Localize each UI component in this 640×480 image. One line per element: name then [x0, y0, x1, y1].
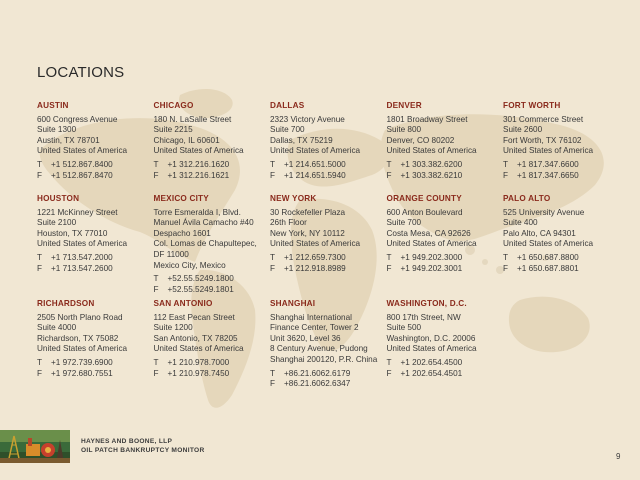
- address-line: Costa Mesa, CA 92626: [386, 228, 471, 238]
- address-line: Shanghai International: [270, 312, 352, 322]
- address-line: Manuel Ávila Camacho #40: [153, 218, 254, 228]
- address-line: Suite 1300: [37, 125, 77, 135]
- city-name: AUSTIN: [37, 101, 69, 110]
- address-line: Houston, TX 77010: [37, 228, 108, 238]
- address-line: United States of America: [37, 344, 128, 354]
- phone-line: T +1 303.382.6200: [386, 159, 463, 169]
- address-line: DF 11000: [153, 249, 189, 259]
- location-fort-worth: [503, 101, 620, 194]
- fax-line: F +1 212.918.8989: [270, 263, 346, 273]
- address-line: Suite 700: [270, 125, 305, 135]
- address-line: Suite 4000: [37, 323, 77, 333]
- address-line: United States of America: [270, 239, 361, 249]
- address-line: 26th Floor: [270, 218, 307, 228]
- address-line: Col. Lomas de Chapultepec,: [153, 239, 257, 249]
- address-line: Finance Center, Tower 2: [270, 323, 359, 333]
- fax-line: F +1 202.654.4501: [386, 368, 463, 378]
- location-orange-county: [387, 194, 504, 299]
- city-name: CHICAGO: [153, 101, 194, 110]
- address-line: United States of America: [386, 146, 477, 156]
- location-dallas: [270, 101, 387, 194]
- city-name: PALO ALTO: [503, 194, 551, 203]
- phone-line: T +1 210.978.7000: [153, 357, 230, 367]
- city-name: ORANGE COUNTY: [386, 194, 462, 203]
- footer-text: [81, 437, 205, 455]
- city-name: WASHINGTON, D.C.: [386, 299, 467, 308]
- address-line: Dallas, TX 75219: [270, 135, 333, 145]
- city-name: SHANGHAI: [270, 299, 316, 308]
- address-line: United States of America: [37, 239, 128, 249]
- page-number: 9: [616, 452, 621, 461]
- location-shanghai: [270, 299, 387, 399]
- address-line: United States of America: [153, 344, 244, 354]
- address-line: San Antonio, TX 78205: [153, 333, 238, 343]
- phone-line: T +1 512.867.8400: [37, 159, 113, 169]
- address-line: Suite 2600: [503, 125, 543, 135]
- fax-line: F +1 214.651.5940: [270, 170, 346, 180]
- address-line: Unit 3620, Level 36: [270, 333, 341, 343]
- address-line: United States of America: [270, 146, 361, 156]
- address-line: 525 University Avenue: [503, 207, 585, 217]
- address-line: United States of America: [153, 146, 244, 156]
- address-line: Despacho 1601: [153, 228, 211, 238]
- location-houston: [37, 194, 154, 299]
- address-line: 600 Anton Boulevard: [386, 207, 463, 217]
- fax-line: F +1 303.382.6210: [386, 170, 463, 180]
- address-line: Chicago, IL 60601: [153, 135, 220, 145]
- fax-line: F +1 713.547.2600: [37, 263, 113, 273]
- address-line: 30 Rockefeller Plaza: [270, 207, 346, 217]
- locations-grid: [37, 101, 637, 399]
- phone-line: T +1 312.216.1620: [153, 159, 230, 169]
- address-line: 112 East Pecan Street: [153, 312, 235, 322]
- location-new-york: [270, 194, 387, 299]
- address-line: Fort Worth, TX 76102: [503, 135, 582, 145]
- address-line: 1801 Broadway Street: [386, 114, 468, 124]
- address-line: 301 Commerce Street: [503, 114, 584, 124]
- address-line: Austin, TX 78701: [37, 135, 100, 145]
- publication-name: OIL PATCH BANKRUPTCY MONITOR: [81, 447, 205, 454]
- city-name: SAN ANTONIO: [153, 299, 213, 308]
- phone-line: T +1 650.687.8800: [503, 252, 579, 262]
- location-austin: [37, 101, 154, 194]
- address-line: Suite 800: [386, 125, 422, 135]
- address-line: 8 Century Avenue, Pudong: [270, 344, 368, 354]
- address-line: 1221 McKinney Street: [37, 207, 118, 217]
- phone-line: T +1 212.659.7300: [270, 252, 346, 262]
- fax-line: F +1 512.867.8470: [37, 170, 113, 180]
- fax-line: F +1 312.216.1621: [153, 170, 230, 180]
- fax-line: F +52.55.5249.1801: [153, 284, 234, 294]
- address-line: United States of America: [386, 344, 477, 354]
- location-palo-alto: [503, 194, 620, 299]
- location-washington-dc: [387, 299, 504, 399]
- city-name: DALLAS: [270, 101, 305, 110]
- fax-line: F +1 210.978.7450: [153, 368, 230, 378]
- address-line: United States of America: [503, 239, 594, 249]
- location-denver: [387, 101, 504, 194]
- address-line: 180 N. LaSalle Street: [153, 114, 232, 124]
- fax-line: F +1 817.347.6650: [503, 170, 579, 180]
- city-name: DENVER: [386, 101, 422, 110]
- phone-line: T +1 713.547.2000: [37, 252, 113, 262]
- address-line: Shanghai 200120, P.R. China: [270, 354, 378, 364]
- address-line: Suite 700: [386, 218, 422, 228]
- address-line: Denver, CO 80202: [386, 135, 455, 145]
- address-line: 800 17th Street, NW: [386, 312, 461, 322]
- city-name: FORT WORTH: [503, 101, 561, 110]
- address-line: United States of America: [386, 239, 477, 249]
- address-line: Torre Esmeralda I, Blvd.: [153, 207, 241, 217]
- address-line: Richardson, TX 75082: [37, 333, 119, 343]
- city-name: HOUSTON: [37, 194, 80, 203]
- address-line: Washington, D.C. 20006: [386, 333, 476, 343]
- address-line: Suite 2215: [153, 125, 193, 135]
- oil-rig-thumbnail-image: [0, 430, 70, 463]
- address-line: United States of America: [503, 146, 594, 156]
- fax-line: F +1 972.680.7551: [37, 368, 113, 378]
- address-line: 2505 North Plano Road: [37, 312, 123, 322]
- phone-line: T +86.21.6062.6179: [270, 368, 351, 378]
- phone-line: T +52.55.5249.1800: [153, 274, 234, 284]
- city-name: MEXICO CITY: [153, 194, 209, 203]
- address-line: Suite 2100: [37, 218, 77, 228]
- address-line: 600 Congress Avenue: [37, 114, 118, 124]
- firm-name: HAYNES AND BOONE, LLP: [81, 438, 173, 445]
- address-line: Suite 500: [386, 323, 422, 333]
- address-line: United States of America: [37, 146, 128, 156]
- address-line: Mexico City, Mexico: [153, 260, 226, 270]
- phone-line: T +1 202.654.4500: [386, 357, 463, 367]
- location-chicago: [154, 101, 271, 194]
- location-san-antonio: [154, 299, 271, 399]
- phone-line: T +1 949.202.3000: [386, 252, 463, 262]
- address-line: New York, NY 10112: [270, 228, 345, 238]
- city-name: RICHARDSON: [37, 299, 95, 308]
- fax-line: F +1 949.202.3001: [386, 263, 463, 273]
- address-line: Palo Alto, CA 94301: [503, 228, 576, 238]
- city-name: NEW YORK: [270, 194, 317, 203]
- location-richardson: [37, 299, 154, 399]
- fax-line: F +1 650.687.8801: [503, 263, 579, 273]
- address-line: 2323 Victory Avenue: [270, 114, 345, 124]
- phone-line: T +1 817.347.6600: [503, 159, 579, 169]
- page-title: LOCATIONS: [37, 64, 125, 81]
- phone-line: T +1 972.739.6900: [37, 357, 113, 367]
- address-line: Suite 400: [503, 218, 538, 228]
- address-line: Suite 1200: [153, 323, 193, 333]
- location-mexico-city: [154, 194, 271, 299]
- fax-line: F +86.21.6062.6347: [270, 379, 351, 389]
- phone-line: T +1 214.651.5000: [270, 159, 346, 169]
